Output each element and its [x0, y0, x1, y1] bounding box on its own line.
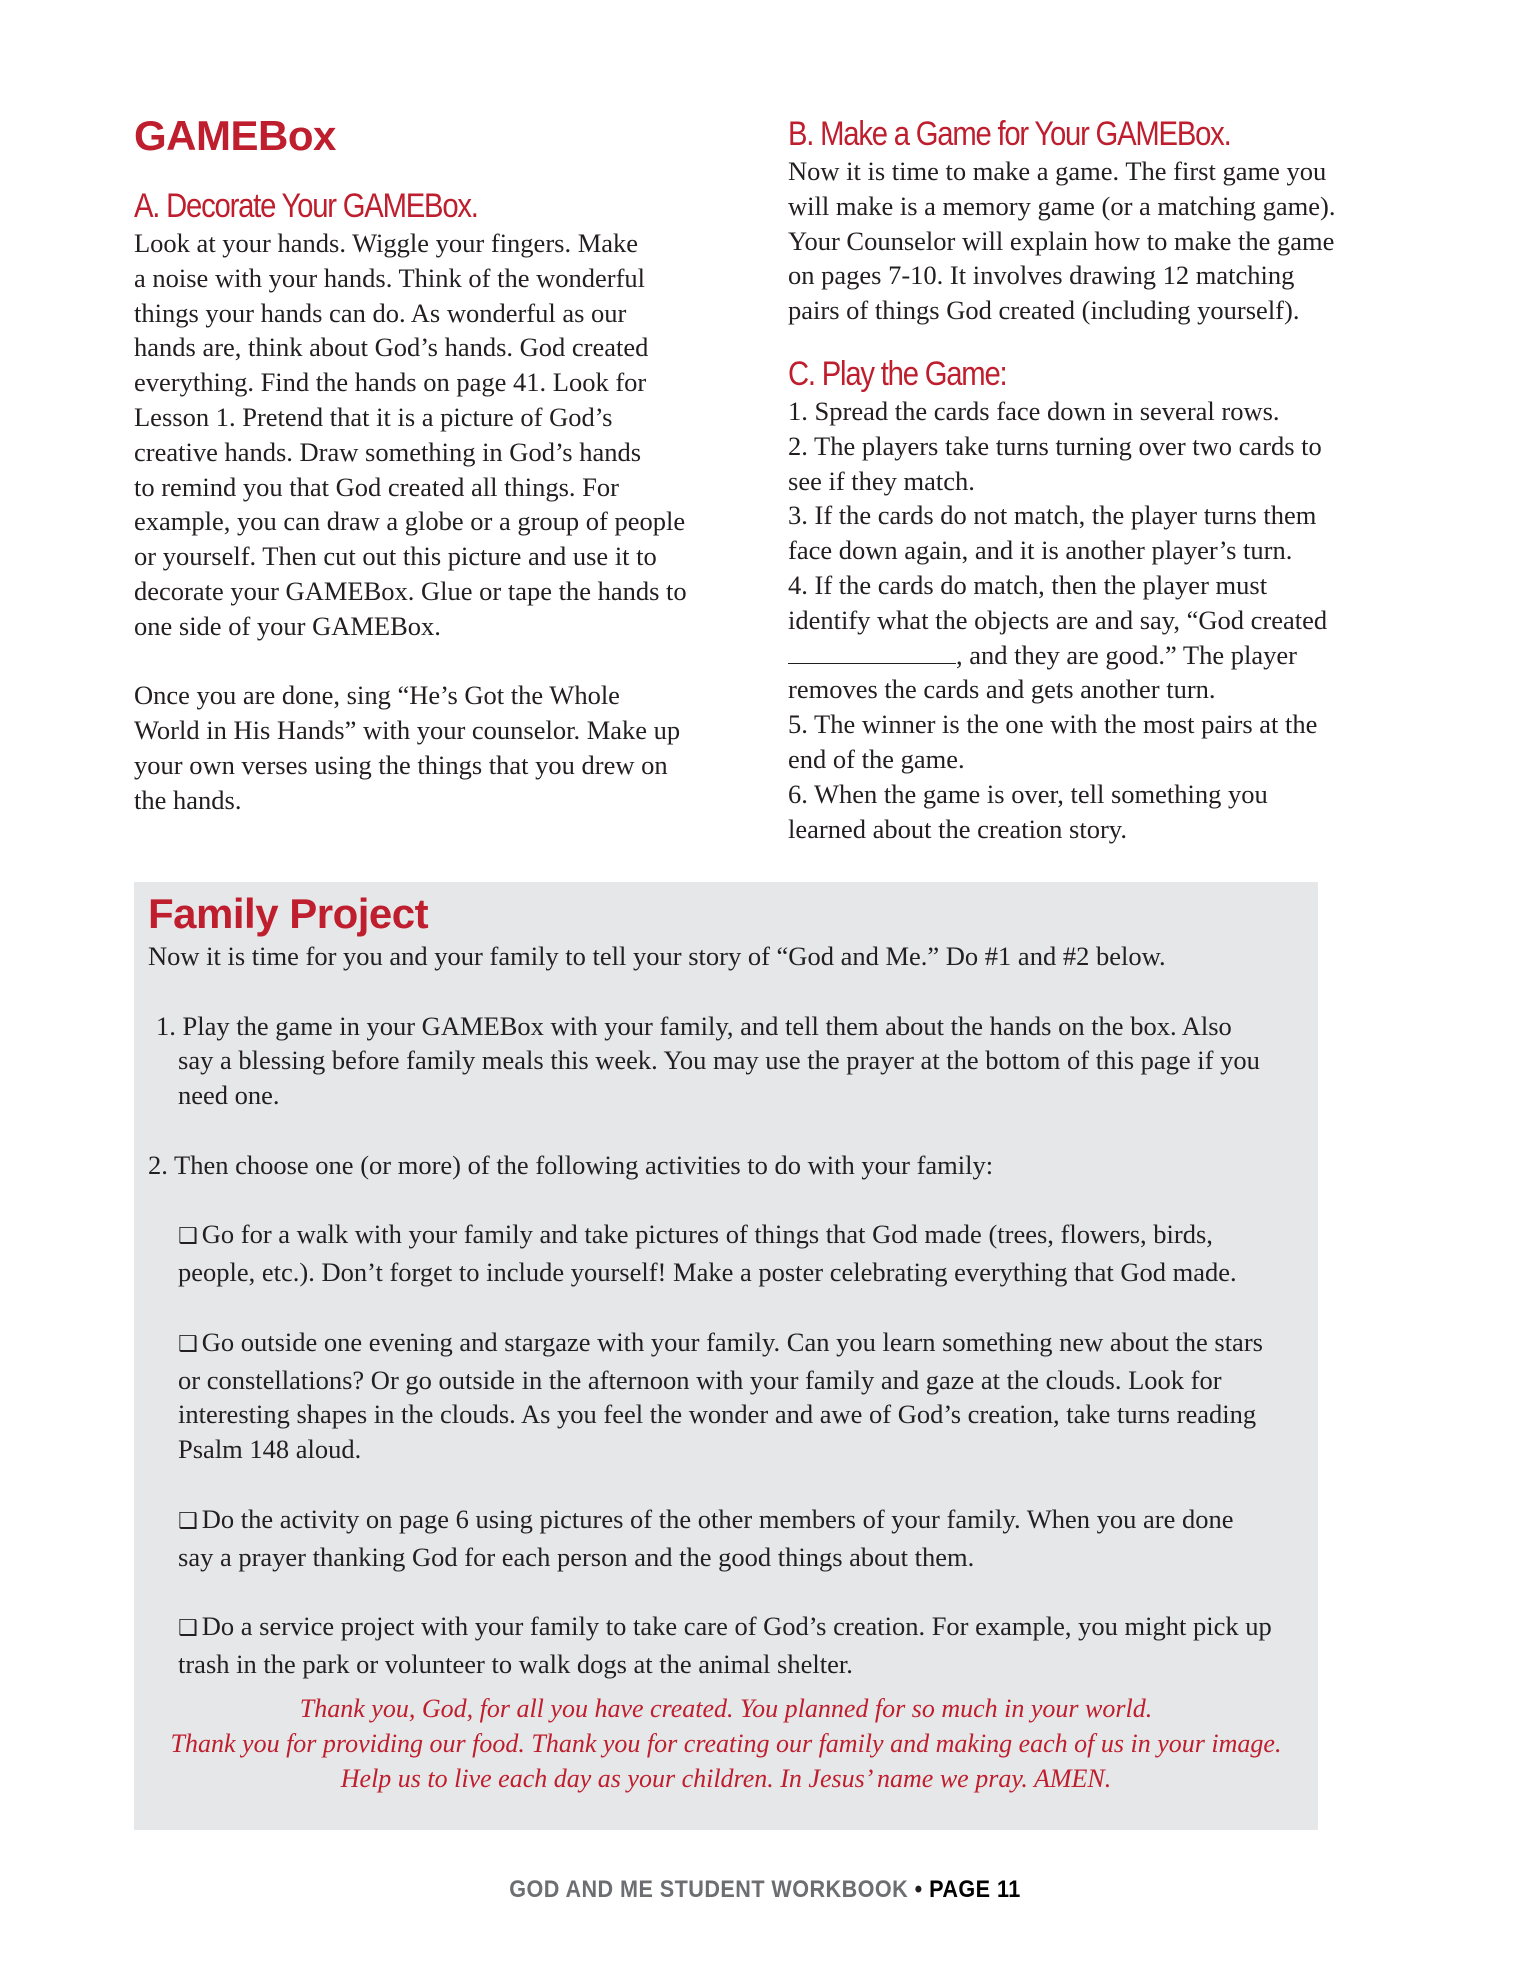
text-line: Lesson 1. Pretend that it is a picture of God’s: [134, 401, 613, 432]
text-line: example, you can draw a globe or a group of people: [134, 506, 686, 537]
text-line: a noise with your hands. Think of the wonderful: [134, 262, 646, 293]
activity-text: Do a service project with your family to take care of God’s creation. For example, you might pick up: [201, 1611, 1272, 1642]
step-line: removes the cards and gets another turn.: [788, 674, 1216, 705]
text-line: [178, 1609, 1308, 1647]
family-step-1: [148, 1009, 1308, 1113]
text-line: [178, 1217, 1308, 1255]
text-line: interesting shapes in the clouds. As you feel the wonder and awe of God’s creation, take turns reading: [178, 1399, 1257, 1430]
step-line: 5. The winner is the one with the most pairs at the: [788, 709, 1318, 740]
text-line: or yourself. Then cut out this picture and use it to: [134, 541, 657, 572]
step-line: identify what the objects are and say, “God created: [788, 604, 1328, 635]
text-line: [178, 1502, 1308, 1540]
section-c-steps: [788, 394, 1400, 846]
text-line: the hands.: [134, 784, 242, 815]
text-line: or constellations? Or go outside in the afternoon with your family and gaze at the clouds. Look for: [178, 1364, 1222, 1395]
text-line: your own verses using the things that you drew on: [134, 749, 668, 780]
text-line: Now it is time to make a game. The first game you: [788, 156, 1327, 186]
page-footer: [77, 1876, 1454, 1904]
text-line: everything. Find the hands on page 41. Look for: [134, 367, 647, 398]
section-a-heading: A. Decorate Your GAMEBox.: [134, 187, 478, 225]
section-a: [134, 186, 754, 818]
blank-suffix: , and they are good.” The player: [956, 639, 1297, 670]
step-line: 2. The players take turns turning over two cards to: [788, 430, 1322, 461]
activity-text: Do the activity on page 6 using pictures of the other members of your family. When you are done: [201, 1503, 1234, 1534]
family-step-2: 2. Then choose one (or more) of the following activities to do with your family:: [148, 1149, 994, 1180]
step-line: 1. Spread the cards face down in several rows.: [788, 395, 1280, 426]
text-line: Look at your hands. Wiggle your fingers. Make: [134, 228, 639, 258]
page-number: PAGE 11: [929, 1876, 1021, 1903]
section-b-heading: B. Make a Game for Your GAMEBox.: [788, 115, 1231, 153]
family-project-box: [134, 882, 1318, 1830]
text-line: things your hands can do. As wonderful as our: [134, 297, 627, 328]
activity-text: Go for a walk with your family and take pictures of things that God made (trees, flowers, birds,: [201, 1219, 1213, 1250]
text-line: need one.: [178, 1080, 280, 1111]
checkbox-icon[interactable]: ❑: [178, 1331, 198, 1357]
text-line: will make is a memory game (or a matching game).: [788, 190, 1336, 221]
activity-item: [148, 1325, 1308, 1467]
prayer-line: Thank you, God, for all you have created. You planned for so much in your world.: [299, 1694, 1153, 1723]
step-line: 4. If the cards do match, then the player must: [788, 569, 1268, 600]
checkbox-icon[interactable]: ❑: [178, 1508, 198, 1534]
fill-in-blank: [788, 643, 956, 664]
text-line: decorate your GAMEBox. Glue or tape the hands to: [134, 575, 687, 606]
prayer-line: Thank you for providing our food. Thank you for creating our family and making each of us in your image.: [170, 1728, 1282, 1758]
checkbox-icon[interactable]: ❑: [178, 1224, 198, 1250]
section-b: [788, 114, 1400, 328]
text-line: 1. Play the game in your GAMEBox with your family, and tell them about the hands on the box. Also: [156, 1010, 1232, 1041]
text-line: Psalm 148 aloud.: [178, 1434, 362, 1465]
step-line: 3. If the cards do not match, the player turns them: [788, 500, 1317, 531]
gamebox-title: GAMEBox: [134, 112, 336, 159]
text-line: people, etc.). Don’t forget to include yourself! Make a poster celebrating everything that God made.: [178, 1257, 1237, 1288]
activity-item: [148, 1609, 1308, 1682]
section-c: [788, 354, 1400, 846]
step-line: face down again, and it is another player’s turn.: [788, 535, 1293, 566]
activity-item: [148, 1502, 1308, 1575]
text-line: trash in the park or volunteer to walk dogs at the animal shelter.: [178, 1648, 853, 1679]
step-line: see if they match.: [788, 465, 975, 496]
section-b-paragraph: [788, 154, 1400, 328]
text-line: Once you are done, sing “He’s Got the Whole: [134, 680, 620, 711]
activity-text: Go outside one evening and stargaze with your family. Can you learn something new about the stars: [201, 1326, 1263, 1357]
section-a-paragraph-1: [134, 226, 754, 644]
checkbox-icon[interactable]: ❑: [178, 1616, 198, 1642]
section-c-heading: C. Play the Game:: [788, 354, 1007, 393]
step-line: 6. When the game is over, tell something you: [788, 778, 1268, 809]
text-line: creative hands. Draw something in God’s hands: [134, 436, 642, 467]
bullet-separator: •: [914, 1876, 923, 1903]
activity-item: [148, 1217, 1308, 1290]
step-line: end of the game.: [788, 743, 965, 774]
workbook-title: GOD AND ME STUDENT WORKBOOK: [509, 1876, 909, 1903]
text-line: hands are, think about God’s hands. God created: [134, 332, 649, 363]
text-line: to remind you that God created all things. For: [134, 471, 619, 502]
text-line: say a prayer thanking God for each person and the good things about them.: [178, 1541, 975, 1572]
prayer-line: Help us to live each day as your children. In Jesus’ name we pray. AMEN.: [340, 1763, 1112, 1793]
step-line-with-blank: [788, 638, 1400, 673]
family-project-title: Family Project: [148, 890, 429, 937]
text-line: one side of your GAMEBox.: [134, 610, 441, 641]
family-project-content: [148, 939, 1308, 1717]
text-line: say a blessing before family meals this week. You may use the prayer at the bottom of this page if you: [178, 1045, 1260, 1076]
text-line: pairs of things God created (including yourself).: [788, 295, 1300, 326]
section-a-paragraph-2: [134, 678, 754, 817]
text-line: [178, 1325, 1308, 1363]
text-line: Your Counselor will explain how to make the game: [788, 225, 1335, 256]
right-column: [788, 114, 1400, 846]
prayer: [134, 1692, 1318, 1796]
text-line: on pages 7-10. It involves drawing 12 matching: [788, 260, 1295, 291]
text-line: World in His Hands” with your counselor. Make up: [134, 715, 681, 746]
family-project-intro: Now it is time for you and your family to tell your story of “God and Me.” Do #1 and #2 below.: [148, 941, 1166, 971]
step-line: learned about the creation story.: [788, 813, 1127, 844]
